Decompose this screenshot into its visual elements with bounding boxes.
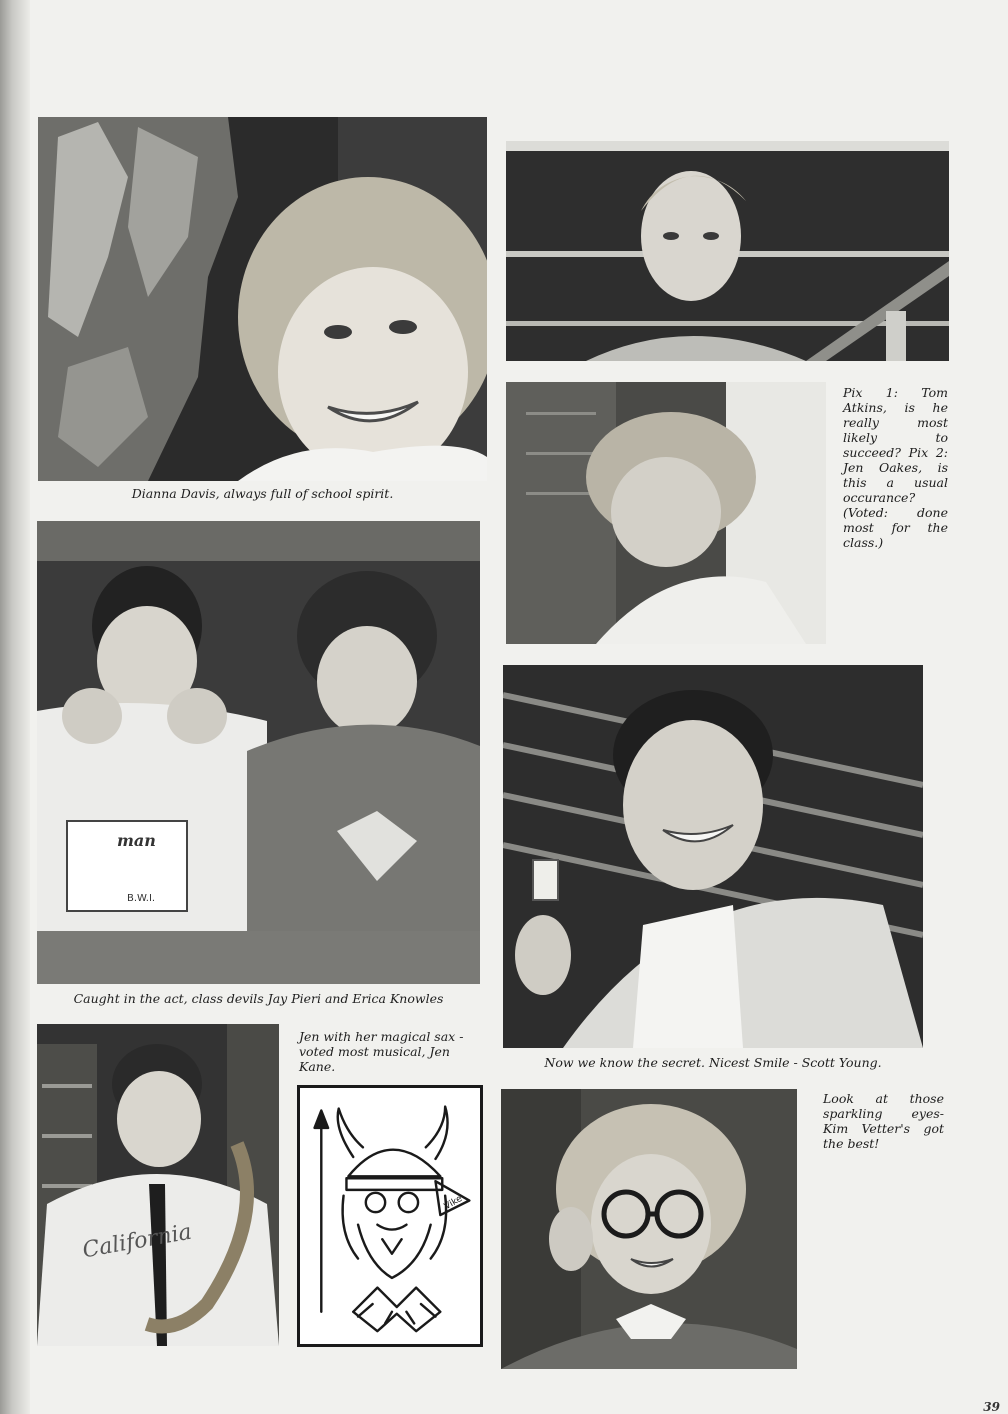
photo-dianna-davis	[38, 117, 487, 481]
photo-jen-kane	[37, 1024, 279, 1346]
jay-shirt-small-text: B.W.I.	[127, 893, 156, 904]
viking-mascot-drawing	[297, 1085, 483, 1347]
caption-jen-sax: Jen with her magical sax - voted most musical, Jen Kane.	[299, 1029, 464, 1074]
page-binding-shadow	[0, 0, 30, 1414]
photo-kim-vetter	[501, 1089, 797, 1369]
photo-class-devils	[37, 521, 480, 984]
photo-jen-oakes	[506, 382, 826, 644]
caption-dianna: Dianna Davis, always full of school spirit.	[131, 486, 394, 501]
page-number: 39	[983, 1400, 1000, 1414]
caption-pix: Pix 1: Tom Atkins, is he really most likely to succeed? Pix 2: Jen Oakes, is this a usual occurance? (Voted: done most for the class.)	[843, 385, 948, 550]
jen-kane-shirt-text: California	[80, 1219, 194, 1264]
photo-scott-young	[503, 665, 923, 1048]
caption-kim: Look at those sparkling eyes- Kim Vetter's got the best!	[823, 1091, 944, 1151]
caption-smile: Now we know the secret. Nicest Smile - Scott Young.	[544, 1055, 882, 1070]
caption-devils: Caught in the act, class devils Jay Pieri and Erica Knowles	[73, 991, 444, 1006]
photo-tom-atkins	[506, 141, 949, 361]
jay-shirt-text: man	[117, 831, 156, 850]
viking-flag-text: Vike	[442, 1193, 465, 1213]
